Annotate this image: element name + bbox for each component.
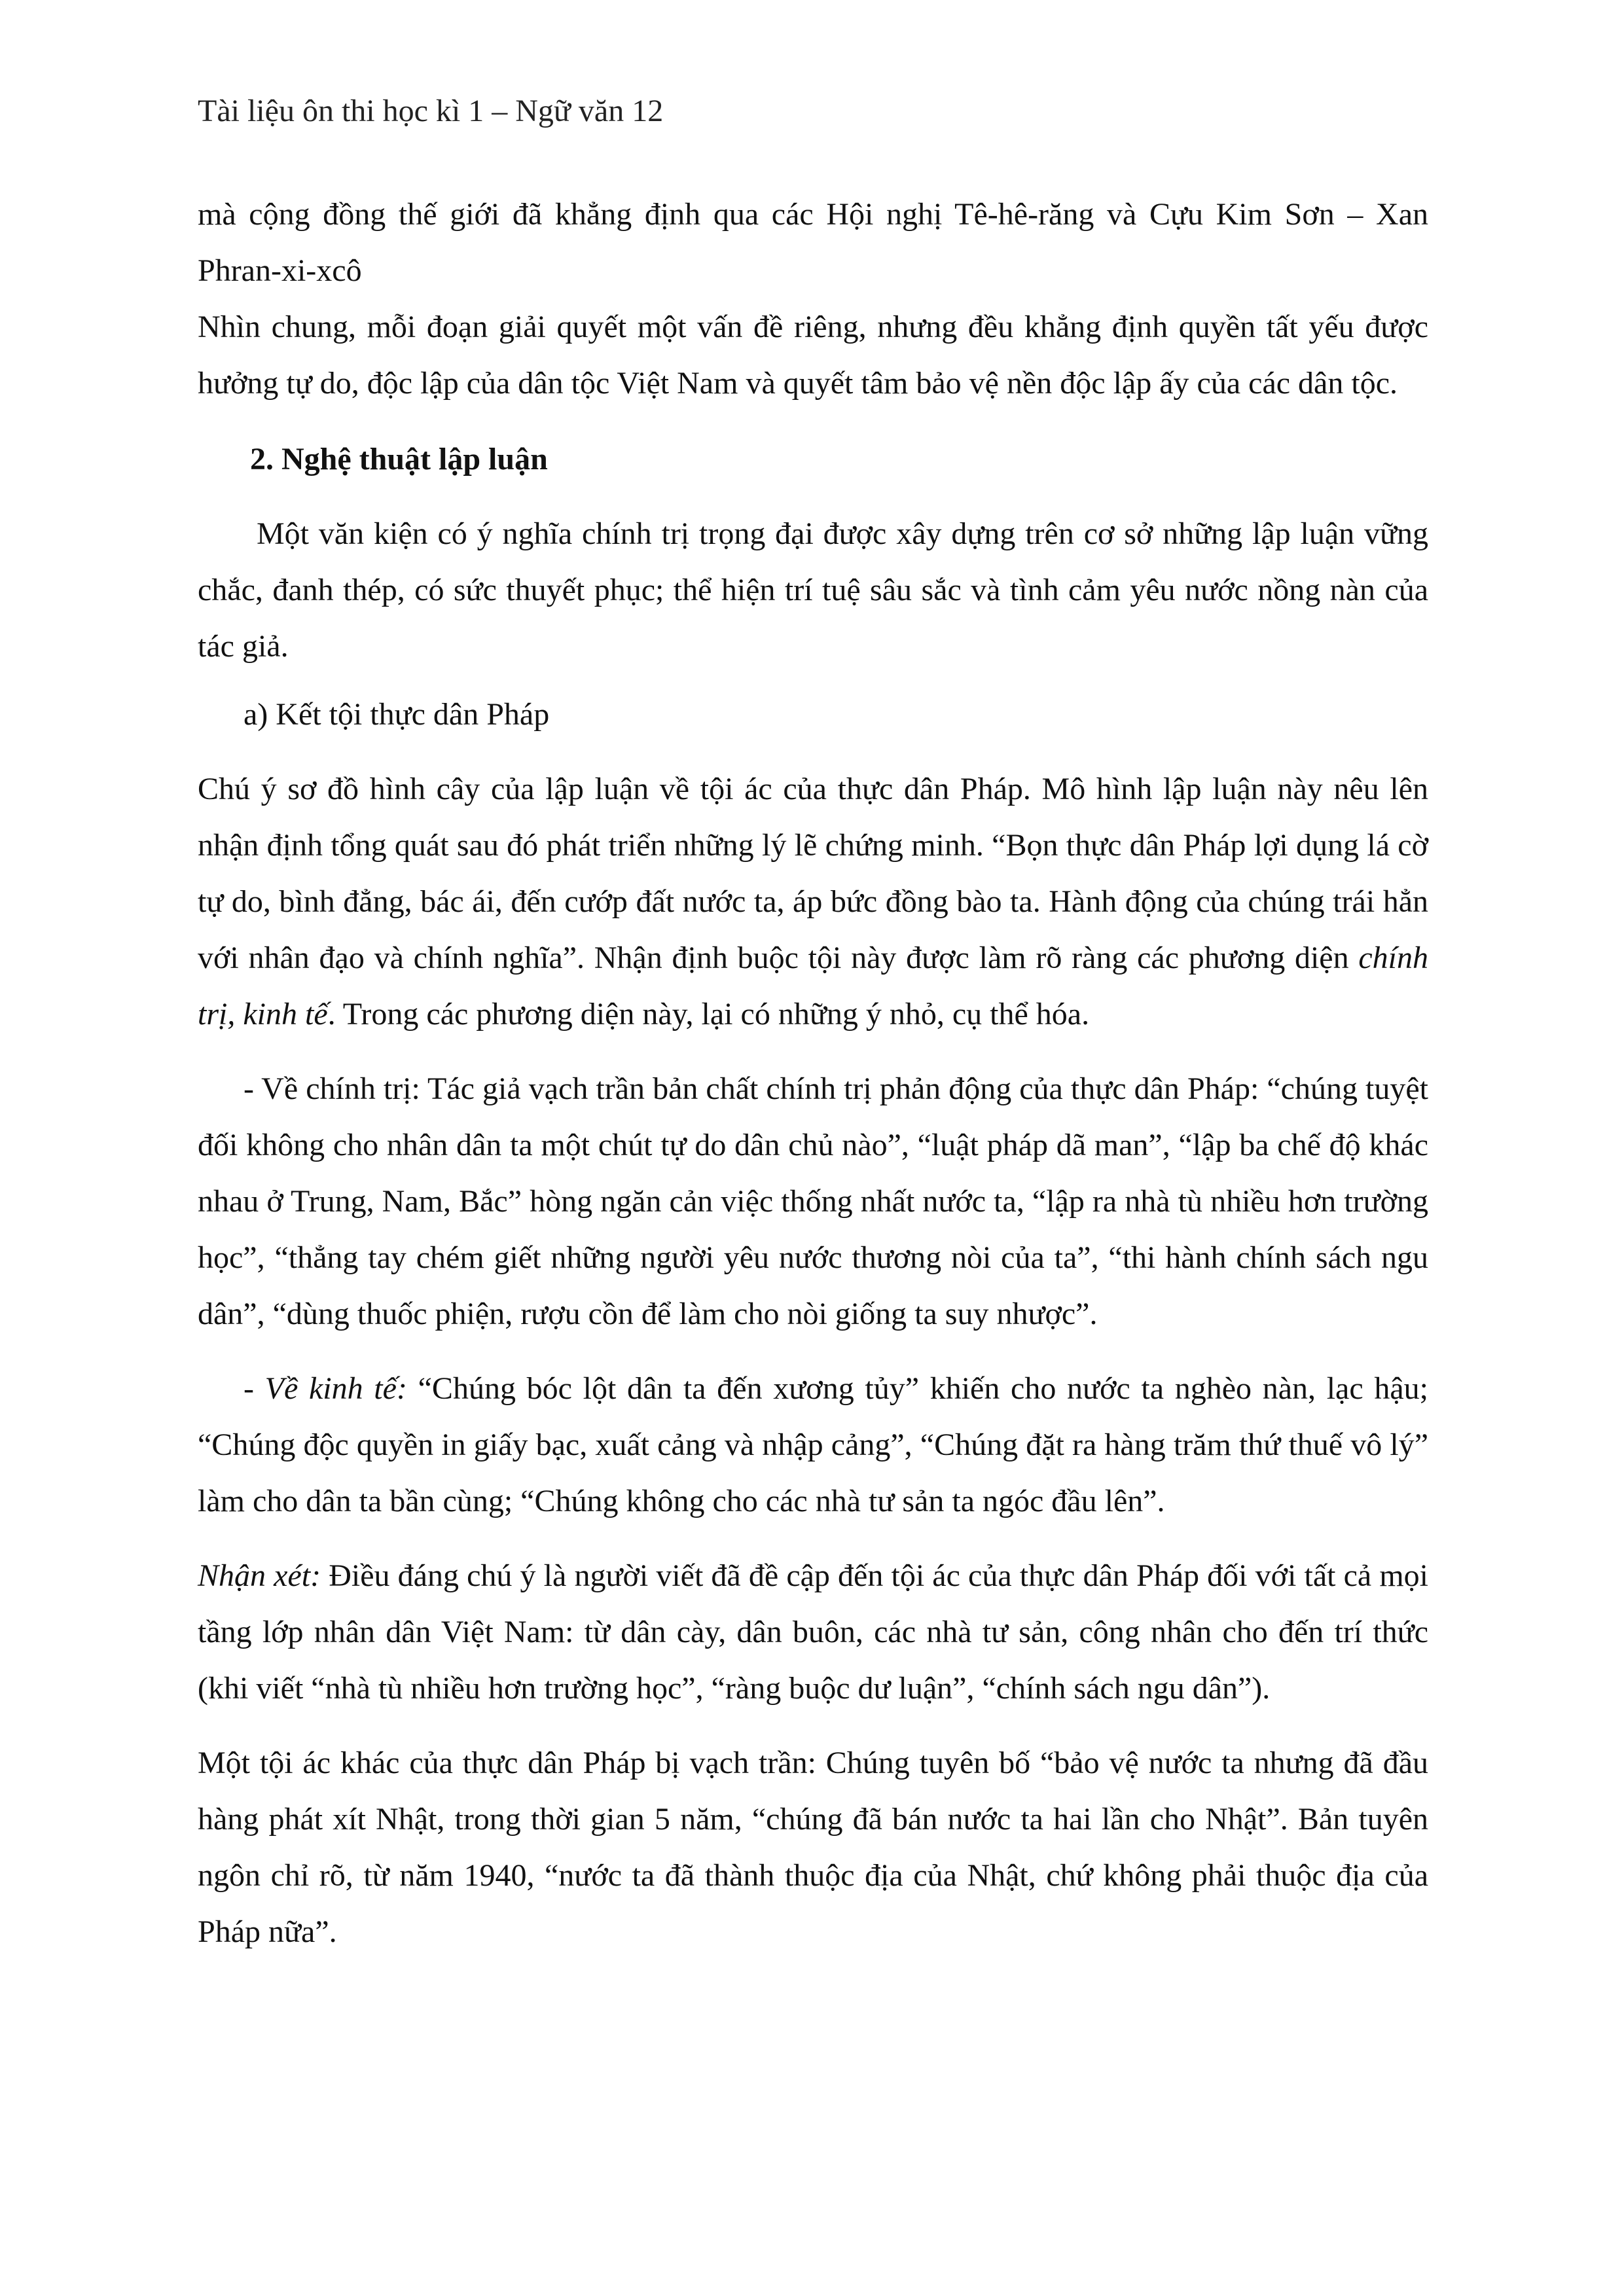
paragraph-intro: Một văn kiện có ý nghĩa chính trị trọng đại được xây dựng trên cơ sở những lập luận vững chắc, đanh thép, có sức thuyết phục; thể hiện trí tuệ sâu sắc và tình cảm yêu nước nồng nàn của tác giả.: [198, 516, 1428, 664]
paragraph-continuation: mà cộng đồng thế giới đã khẳng định qua các Hội nghị Tê-hê-răng và Cựu Kim Sơn – Xan Phran-xi-xcô: [198, 197, 1428, 288]
paragraph-remark: [198, 1548, 1428, 1717]
subsection-heading: a) Kết tội thực dân Pháp: [244, 697, 550, 732]
paragraph-economics: [198, 1361, 1428, 1530]
paragraph-text: Điều đáng chú ý là người viết đã đề cập đến tội ác của thực dân Pháp đối với tất cả mọi tầng lớp nhân dân Việt Nam: từ dân cày, dân buôn, các nhà tư sản, công nhân cho đến trí thức (khi viết “nhà tù nhiều hơn trường học”, “ràng buộc dư luận”, “chính sách ngu dân”).: [198, 1558, 1429, 1706]
paragraph-text: “Chúng bóc lột dân ta đến xương tủy” khiến cho nước ta nghèo nàn, lạc hậu; “Chúng độc quyền in giấy bạc, xuất cảng và nhập cảng”, “Chúng đặt ra hàng trăm thứ thuế vô lý” làm cho dân ta bần cùng; “Chúng không cho các nhà tư sản ta ngóc đầu lên”.: [198, 1371, 1428, 1518]
paragraph-summary: Nhìn chung, mỗi đoạn giải quyết một vấn đề riêng, nhưng đều khẳng định quyền tất yếu được hưởng tự do, độc lập của dân tộc Việt Nam và quyết tâm bảo vệ nền độc lập ấy của các dân tộc.: [198, 310, 1428, 401]
italic-phrase: chính trị, kinh tế: [198, 941, 1428, 1031]
dash-marker: -: [244, 1371, 265, 1406]
italic-label: Nhận xét:: [198, 1558, 321, 1593]
page-header: Tài liệu ôn thi học kì 1 – Ngữ văn 12: [198, 94, 664, 128]
paragraph-politics: - Về chính trị: Tác giả vạch trần bản chất chính trị phản động của thực dân Pháp: “chúng tuyệt đối không cho nhân dân ta một chút tự do dân chủ nào”, “luật pháp dã man”, “lập ba chế độ khác nhau ở Trung, Nam, Bắc” hòng ngăn cản việc thống nhất nước ta, “lập ra nhà tù nhiều hơn trường học”, “thẳng tay chém giết những người yêu nước thương nòi của ta”, “thi hành chính sách ngu dân”, “dùng thuốc phiện, rượu cồn để làm cho nòi giống ta suy nhược”.: [198, 1071, 1428, 1331]
paragraph-text-end: . Trong các phương diện này, lại có những ý nhỏ, cụ thể hóa.: [327, 997, 1090, 1031]
paragraph-betrayal: Một tội ác khác của thực dân Pháp bị vạch trần: Chúng tuyên bố “bảo vệ nước ta nhưng đã đầu hàng phát xít Nhật, trong thời gian 5 năm, “chúng đã bán nước ta hai lần cho Nhật”. Bản tuyên ngôn chỉ rõ, từ năm 1940, “nước ta đã thành thuộc địa của Nhật, chứ không phải thuộc địa của Pháp nữa”.: [198, 1746, 1428, 1949]
section-heading: 2. Nghệ thuật lập luận: [250, 442, 548, 476]
document-body: [198, 187, 1428, 1960]
paragraph-tree-diagram: [198, 761, 1428, 1043]
italic-label: Về kinh tế:: [264, 1371, 407, 1406]
paragraph-text: Chú ý sơ đồ hình cây của lập luận về tội ác của thực dân Pháp. Mô hình lập luận này nêu lên nhận định tổng quát sau đó phát triển những lý lẽ chứng minh. “Bọn thực dân Pháp lợi dụng lá cờ tự do, bình đẳng, bác ái, đến cướp đất nước ta, áp bức đồng bào ta. Hành động của chúng trái hẳn với nhân đạo và chính nghĩa”. Nhận định buộc tội này được làm rõ ràng các phương diện: [198, 772, 1428, 975]
